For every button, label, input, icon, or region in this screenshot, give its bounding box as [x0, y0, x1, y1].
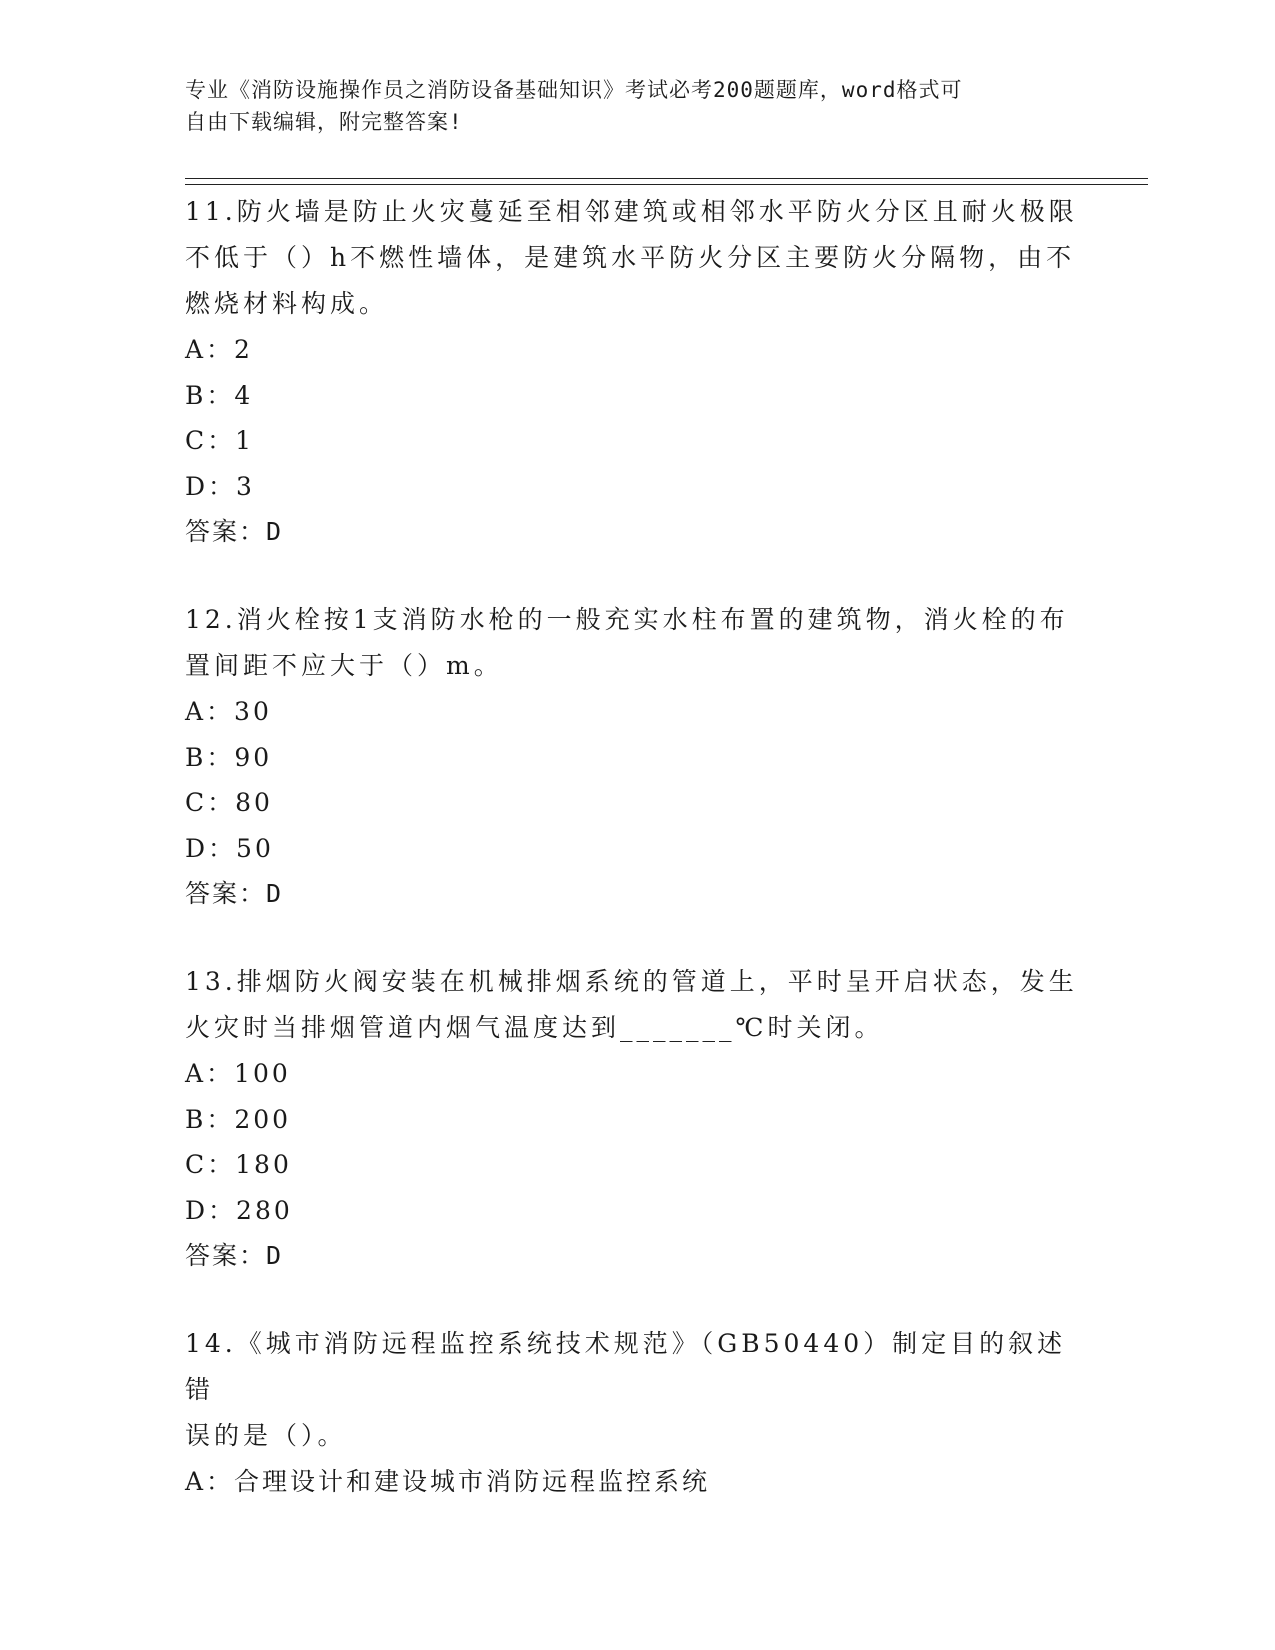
- question-stem: [185, 959, 1085, 1051]
- option-b: B：4: [185, 380, 254, 410]
- question-stem: [185, 597, 1085, 689]
- option-a: A：2: [185, 335, 253, 364]
- question-14: [185, 1321, 1085, 1505]
- option-a: A：合理设计和建设城市消防远程监控系统: [185, 1467, 711, 1496]
- option-c: C：80: [185, 788, 273, 817]
- stem-line: 不低于（）h不燃性墙体，是建筑水平防火分区主要防火分隔物，由不: [185, 243, 1076, 272]
- option-a: A：100: [185, 1059, 291, 1088]
- header-line-1: 专业《消防设施操作员之消防设备基础知识》考试必考200题题库，word格式可: [185, 78, 963, 102]
- answer: 答案：D: [185, 517, 284, 546]
- question-list: [185, 189, 1085, 1547]
- option-b: B：200: [185, 1104, 292, 1134]
- option-c: C：1: [185, 426, 255, 455]
- stem-line: 13.排烟防火阀安装在机械排烟系统的管道上，平时呈开启状态，发生: [185, 967, 1078, 996]
- stem-line: 误的是（）。: [185, 1421, 347, 1450]
- question-stem: [185, 1321, 1085, 1459]
- stem-line: 燃烧材料构成。: [185, 289, 389, 318]
- option-d: D：50: [185, 833, 274, 863]
- option-d: D：280: [185, 1195, 293, 1225]
- question-12: [185, 597, 1085, 917]
- question-stem: [185, 189, 1085, 327]
- option-c: C：180: [185, 1150, 292, 1179]
- header-divider-bottom: [185, 184, 1148, 185]
- header-line-2: 自由下载编辑，附完整答案!: [185, 110, 463, 134]
- option-b: B：90: [185, 742, 273, 772]
- stem-line: 11.防火墙是防止火灾蔓延至相邻建筑或相邻水平防火分区且耐火极限: [185, 197, 1078, 226]
- stem-line: 14.《城市消防远程监控系统技术规范》（GB50440）制定目的叙述错: [185, 1329, 1067, 1404]
- question-13: [185, 959, 1085, 1279]
- stem-line: 置间距不应大于（）m。: [185, 651, 503, 680]
- answer: 答案：D: [185, 1241, 284, 1270]
- option-a: A：30: [185, 697, 272, 726]
- header-divider-top: [185, 178, 1148, 179]
- question-11: [185, 189, 1085, 555]
- stem-line: 12.消火栓按1支消防水枪的一般充实水柱布置的建筑物，消火栓的布: [185, 605, 1069, 634]
- answer: 答案：D: [185, 879, 284, 908]
- option-d: D：3: [185, 471, 255, 501]
- stem-line: 火灾时当排烟管道内烟气温度达到_______℃时关闭。: [185, 1013, 884, 1042]
- document-header: [185, 74, 1065, 138]
